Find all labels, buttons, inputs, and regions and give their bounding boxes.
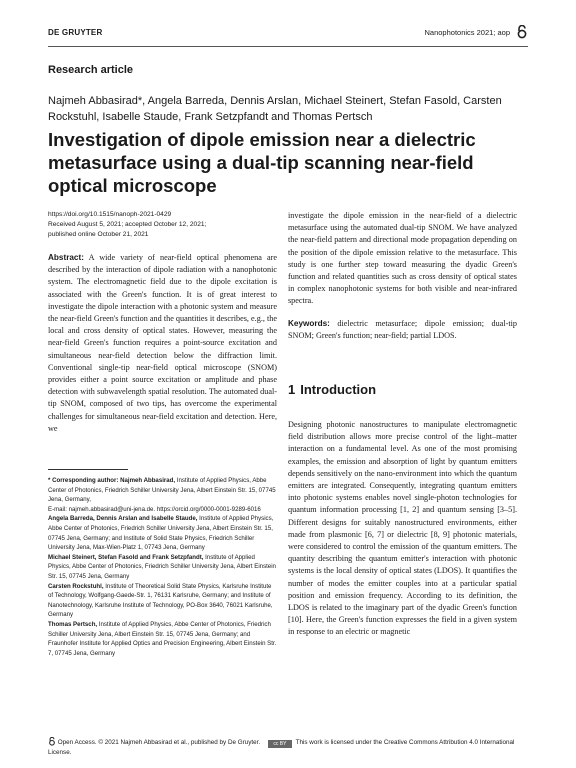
footnote-name: Carsten Rockstuhl, bbox=[48, 582, 104, 590]
footnote-affiliation: Institute of Theoretical Solid State Physics, Karlsruhe Institute of Technology, Wolfgang-Gaede-Str. 1, 76131 Karlsruhe, Germany; and Institute of Nanotechnology, Karlsruhe Institute of Technology, PO-Box 3640, 76021 Karlsruhe, Germany bbox=[48, 582, 273, 619]
article-metadata bbox=[48, 210, 277, 240]
header-rule bbox=[48, 46, 528, 47]
open-access-icon bbox=[48, 737, 56, 746]
keywords-text: dielectric metasurface; dipole emission; dual-tip SNOM; Green's function; near-field; partial LDOS. bbox=[288, 318, 517, 340]
abstract-left bbox=[48, 252, 277, 435]
section-heading bbox=[288, 382, 517, 397]
open-access-icon bbox=[516, 25, 528, 39]
left-column bbox=[48, 210, 277, 435]
footnote-author bbox=[48, 620, 277, 658]
introduction-body: Designing photonic nanostructures to manipulate electromagnetic field distribution allows more precise control of the light–matter interaction on a fundamental level. As one of the most promising examples, the emission and absorption of light by quantum emitters depends sensitively on the nano-environment into which the quantum emitters are integrated. Consequently, integrating quantum emitters into photonic systems enables novel single-photon technologies for quantum information processing [1, 2] and quantum sensing [3–5]. Different designs for suitably nanostructured environments, either made from plasmonic [6, 7] or dielectric [8, 9] photonic materials, were considered to control the emission of the quantum emitters. The quantity describing the quantum emitter's interaction with photonic systems is the local density of optical states (LDOS). It quantifies the number of modes the emitter couples into at a particular spatial position and emission frequency. According to its definition, the LDOS is related to the imaginary part of the dyadic Green's function [10]. Here, the Green's function expresses the field in a given system in response to an electric or magnetic bbox=[288, 420, 517, 637]
footnote-corresponding bbox=[48, 476, 277, 505]
footnote-name: Thomas Pertsch, bbox=[48, 620, 98, 628]
footnote-email bbox=[48, 505, 277, 515]
footnote-name: Angela Barreda, Dennis Arslan and Isabelle Staude, bbox=[48, 515, 198, 523]
open-access-statement: Open Access. © 2021 Najmeh Abbasirad et al., published by De Gruyter. bbox=[57, 739, 261, 746]
abstract-text: A wide variety of near-field optical phenomena are described by the interaction of dipole radiation with a nanophotonic system. The electromagnetic field due to the dipole excitation is associated with the Green's function. It is of great interest to investigate the dipole interaction with a photonic system and measure the near-field Green's function and the quantities it describes, e.g., the local and cross density of optical states. However, measuring the near-field Green's function requires a point-source excitation and simultaneous near-field detection below the diffraction limit. Conventional single-tip near-field optical microscope (SNOM) provides either a point source excitation or amplitude and phase detection with subwavelength spatial resolution. The automated dual-tip SNOM, composed of two tips, has overcome the experimental challenges for simultaneous near-field excitation and detection. Here, we bbox=[48, 253, 277, 433]
article-type: Research article bbox=[48, 64, 133, 76]
article-title: Investigation of dipole emission near a dielectric metasurface using a dual-tip scanning near-field optical microscope bbox=[48, 129, 476, 196]
page-footer bbox=[48, 737, 528, 758]
publisher-name: DE GRUYTER bbox=[48, 28, 103, 37]
footnotes bbox=[48, 469, 277, 658]
abstract-label: Abstract: bbox=[48, 253, 84, 262]
keywords bbox=[288, 318, 517, 342]
keywords-label: Keywords: bbox=[288, 318, 330, 328]
author-list: Najmeh Abbasirad*, Angela Barreda, Dennis Arslan, Michael Steinert, Stefan Fasold, Carsten Rockstuhl, Isabelle Staude, Frank Setzpfandt and Thomas Pertsch bbox=[48, 95, 502, 123]
abstract-continued: investigate the dipole emission in the near-field of a dielectric metasurface using the automated dual-tip SNOM. We have analyzed the near-field pattern and directional mode propagation depending on the position of the dipole emission relative to the metasurface. This study is one further step toward measuring the dyadic Green's function and related quantities such as cross density of optical states in complex nanophotonic systems for both visible and near-infrared spectra. bbox=[288, 211, 517, 306]
received-date: Received August 5, 2021; accepted October 12, 2021; bbox=[48, 221, 207, 228]
license-statement: This work is licensed under the Creative Commons Attribution 4.0 International License. bbox=[48, 739, 515, 756]
page-header bbox=[48, 28, 528, 44]
email-orcid[interactable]: E-mail: najmeh.abbasirad@uni-jena.de. https://orcid.org/0000-0001-9289-6016 bbox=[48, 505, 261, 513]
footnote-author bbox=[48, 553, 277, 582]
footnote-author bbox=[48, 582, 277, 620]
footnote-affiliation: Institute of Applied Physics, Abbe Center of Photonics, Friedrich Schiller University Jena, Albert Einstein Str. 15, 07745 Jena, Germany; and Fraunhofer Institute for Applied Optics and Precision Engineering, Albert Einstein Str. 7, 07745 Jena, Germany bbox=[48, 620, 277, 657]
footnote-rule bbox=[48, 469, 128, 470]
footnote-affiliation: Institute of Applied Physics, Abbe Center of Photonics, Friedrich Schiller University Jena, Albert Einstein Str. 15, 07745 Jena, Germany, bbox=[48, 477, 276, 504]
footnote-affiliation: Institute of Applied Physics, Abbe Center of Photonics, Friedrich Schiller University Jena, Albert Einstein Str. 15, 07745 Jena, Germany bbox=[48, 553, 276, 580]
footnote-affiliation: Institute of Applied Physics, Abbe Center of Photonics, Friedrich Schiller University Jena, Albert Einstein Str. 15, 07745 Jena, Germany; and Institute of Solid State Physics, Friedrich Schiller University Jena, Max-Wien-Platz 1, 07743 Jena, Germany bbox=[48, 515, 274, 552]
footnote-author bbox=[48, 514, 277, 552]
footnote-name: * Corresponding author: Najmeh Abbasirad, bbox=[48, 477, 176, 484]
doi-link[interactable]: https://doi.org/10.1515/nanoph-2021-0429 bbox=[48, 211, 172, 218]
published-date: published online October 21, 2021 bbox=[48, 231, 149, 238]
right-column bbox=[288, 210, 517, 639]
section-number: 1 bbox=[288, 382, 296, 398]
section-title: Introduction bbox=[300, 382, 377, 398]
footnote-name: Michael Steinert, Stefan Fasold and Frank Setzpfandt, bbox=[48, 553, 204, 561]
cc-license-badge[interactable]: cc BY bbox=[268, 740, 292, 748]
journal-citation: Nanophotonics 2021; aop bbox=[424, 28, 510, 37]
